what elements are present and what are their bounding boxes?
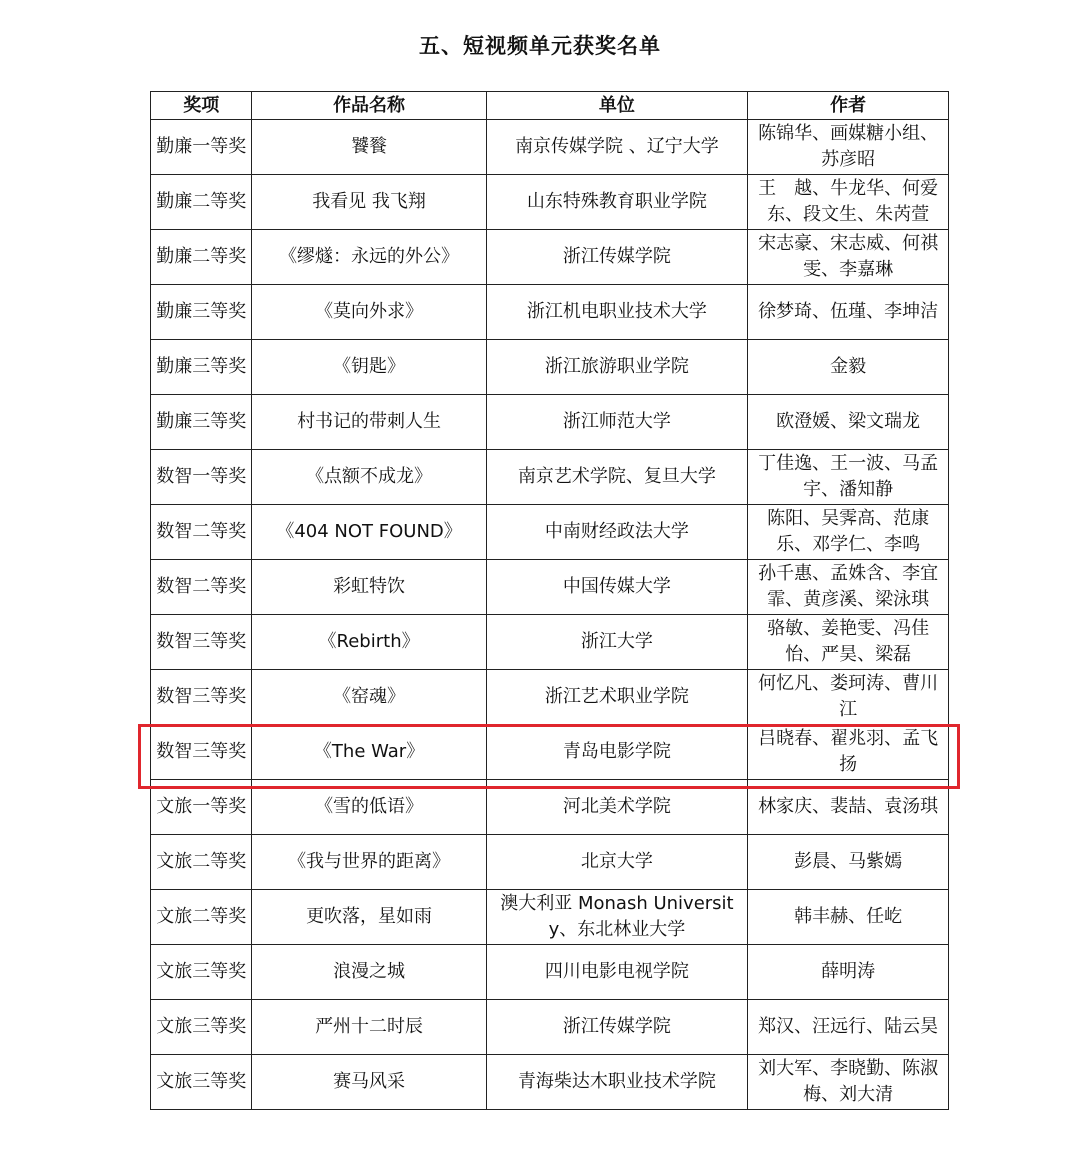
author-cell: 何忆凡、娄珂涛、曹川江 [748,670,949,725]
author-cell: 丁佳逸、王一波、马孟宇、潘知静 [748,450,949,505]
unit-cell: 中南财经政法大学 [486,505,747,560]
table-row [151,120,949,175]
unit-cell: 青海柴达木职业技术学院 [486,1055,747,1110]
table-row [151,395,949,450]
award-cell: 数智三等奖 [151,725,252,780]
table-header-row [151,92,949,120]
work-cell: 《我与世界的距离》 [252,835,486,890]
author-cell: 吕晓春、翟兆羽、孟飞扬 [748,725,949,780]
author-cell: 刘大军、李晓勤、陈淑梅、刘大清 [748,1055,949,1110]
author-cell: 薛明涛 [748,945,949,1000]
unit-cell: 河北美术学院 [486,780,747,835]
unit-cell: 北京大学 [486,835,747,890]
award-cell: 数智二等奖 [151,505,252,560]
table-row [151,890,949,945]
work-cell: 《缪燧：永远的外公》 [252,230,486,285]
author-cell: 欧澄媛、梁文瑞龙 [748,395,949,450]
table-row [151,340,949,395]
award-cell: 文旅三等奖 [151,1055,252,1110]
header-work: 作品名称 [252,92,486,120]
award-cell: 文旅三等奖 [151,1000,252,1055]
award-table [150,91,949,1110]
table-row [151,615,949,670]
work-cell: 严州十二时辰 [252,1000,486,1055]
unit-cell: 浙江艺术职业学院 [486,670,747,725]
table-body [151,120,949,1110]
award-cell: 文旅三等奖 [151,945,252,1000]
unit-cell: 浙江旅游职业学院 [486,340,747,395]
work-cell: 《窑魂》 [252,670,486,725]
work-cell: 彩虹特饮 [252,560,486,615]
page-title: 五、短视频单元获奖名单 [419,34,661,58]
unit-cell: 青岛电影学院 [486,725,747,780]
unit-cell: 四川电影电视学院 [486,945,747,1000]
author-cell: 金毅 [748,340,949,395]
table-row [151,560,949,615]
table-row [151,175,949,230]
award-cell: 勤廉三等奖 [151,340,252,395]
author-cell: 陈锦华、画媒糖小组、苏彦昭 [748,120,949,175]
unit-cell: 南京艺术学院、复旦大学 [486,450,747,505]
work-cell: 赛马风采 [252,1055,486,1110]
work-cell: 我看见 我飞翔 [252,175,486,230]
table-row [151,670,949,725]
work-cell: 《钥匙》 [252,340,486,395]
award-cell: 数智三等奖 [151,670,252,725]
table-row [151,450,949,505]
unit-cell: 浙江机电职业技术大学 [486,285,747,340]
work-cell: 《404 NOT FOUND》 [252,505,486,560]
award-cell: 数智一等奖 [151,450,252,505]
award-cell: 勤廉三等奖 [151,395,252,450]
award-cell: 数智二等奖 [151,560,252,615]
unit-cell: 中国传媒大学 [486,560,747,615]
work-cell: 浪漫之城 [252,945,486,1000]
table-row [151,945,949,1000]
work-cell: 《Rebirth》 [252,615,486,670]
work-cell: 《点额不成龙》 [252,450,486,505]
award-cell: 勤廉三等奖 [151,285,252,340]
award-cell: 勤廉二等奖 [151,175,252,230]
work-cell: 《雪的低语》 [252,780,486,835]
award-cell: 文旅一等奖 [151,780,252,835]
award-cell: 数智三等奖 [151,615,252,670]
unit-cell: 山东特殊教育职业学院 [486,175,747,230]
unit-cell: 浙江大学 [486,615,747,670]
unit-cell: 南京传媒学院 、辽宁大学 [486,120,747,175]
award-cell: 勤廉二等奖 [151,230,252,285]
table-row-highlighted [151,725,949,780]
header-unit: 单位 [486,92,747,120]
author-cell: 陈阳、吴霁高、范康乐、邓学仁、李鸣 [748,505,949,560]
work-cell: 村书记的带刺人生 [252,395,486,450]
table-row [151,1055,949,1110]
header-author: 作者 [748,92,949,120]
work-cell: 饕餮 [252,120,486,175]
author-cell: 郑汉、汪远行、陆云昊 [748,1000,949,1055]
author-cell: 宋志豪、宋志威、何祺雯、李嘉琳 [748,230,949,285]
award-cell: 勤廉一等奖 [151,120,252,175]
table-row [151,285,949,340]
author-cell: 徐梦琦、伍瑾、李坤洁 [748,285,949,340]
table-row [151,780,949,835]
table-row [151,230,949,285]
table-row [151,835,949,890]
award-cell: 文旅二等奖 [151,890,252,945]
author-cell: 骆敏、姜艳雯、冯佳怡、严昊、梁磊 [748,615,949,670]
table-row [151,1000,949,1055]
author-cell: 林家庆、裴喆、袁汤琪 [748,780,949,835]
author-cell: 孙千惠、孟姝含、李宜霏、黄彦溪、梁泳琪 [748,560,949,615]
header-award: 奖项 [151,92,252,120]
table-row [151,505,949,560]
work-cell: 《莫向外求》 [252,285,486,340]
work-cell: 更吹落，星如雨 [252,890,486,945]
author-cell: 王 越、牛龙华、何爱东、段文生、朱芮萱 [748,175,949,230]
author-cell: 韩丰赫、任屹 [748,890,949,945]
author-cell: 彭晨、马紫嫣 [748,835,949,890]
unit-cell: 澳大利亚 Monash University、东北林业大学 [486,890,747,945]
award-cell: 文旅二等奖 [151,835,252,890]
work-cell: 《The War》 [252,725,486,780]
unit-cell: 浙江传媒学院 [486,230,747,285]
unit-cell: 浙江传媒学院 [486,1000,747,1055]
unit-cell: 浙江师范大学 [486,395,747,450]
